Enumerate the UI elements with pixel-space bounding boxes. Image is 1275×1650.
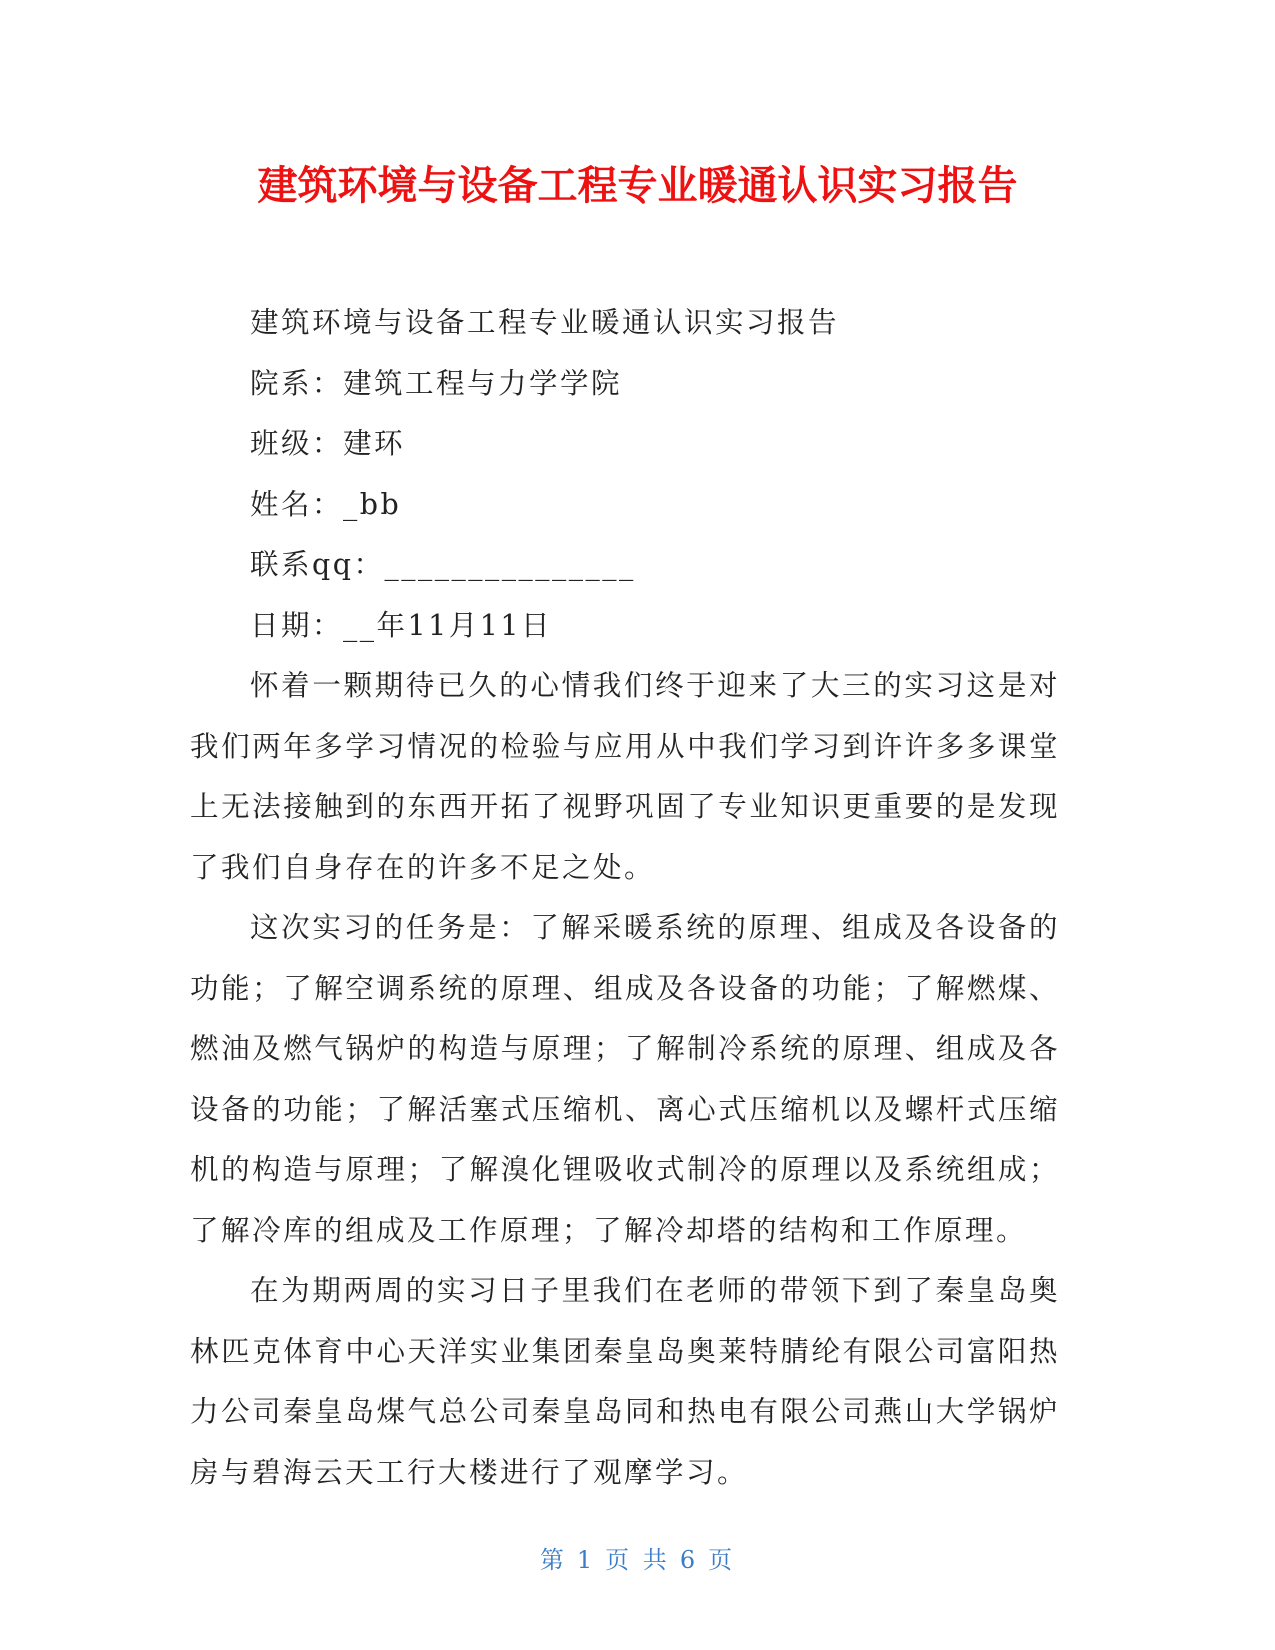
header-line-report-title: 建筑环境与设备工程专业暖通认识实习报告 <box>250 306 840 339</box>
paragraph-intro: 怀着一颗期待已久的心情我们终于迎来了大三的实习这是对我们两年多学习情况的检验与应用从中我们学习到许许多多课堂上无法接触到的东西开拓了视野巩固了专业知识更重要的是发现了我们自身存在的许多不足之处。 <box>190 669 1060 884</box>
header-line-contact-qq: 联系qq：_______________ <box>250 548 636 581</box>
header-line-class: 班级：建环 <box>250 427 406 460</box>
footer-current-page: 1 <box>576 1546 596 1574</box>
paragraph-visits: 在为期两周的实习日子里我们在老师的带领下到了秦皇岛奥林匹克体育中心天洋实业集团秦皇岛奥莱特腈纶有限公司富阳热力公司秦皇岛煤气总公司秦皇岛同和热电有限公司燕山大学锅炉房与碧海云天工行大楼进行了观摩学习。 <box>190 1274 1060 1489</box>
footer-middle: 页 共 <box>605 1546 670 1574</box>
header-line-name: 姓名：_bb <box>250 487 402 521</box>
page-footer <box>0 1540 1275 1575</box>
document-body <box>190 293 1060 1503</box>
header-line-date: 日期：__年11月11日 <box>250 608 553 642</box>
document-title: 建筑环境与设备工程专业暖通认识实习报告 <box>257 163 1018 209</box>
footer-prefix: 第 <box>539 1546 567 1574</box>
footer-suffix: 页 <box>708 1546 736 1574</box>
footer-total-pages: 6 <box>679 1546 699 1574</box>
header-line-department: 院系：建筑工程与力学学院 <box>250 366 623 400</box>
paragraph-tasks: 这次实习的任务是：了解采暖系统的原理、组成及各设备的功能；了解空调系统的原理、组成及各设备的功能；了解燃煤、燃油及燃气锅炉的构造与原理；了解制冷系统的原理、组成及各设备的功能；了解活塞式压缩机、离心式压缩机以及螺杆式压缩机的构造与原理；了解溴化锂吸收式制冷的原理以及系统组成；了解冷库的组成及工作原理；了解冷却塔的结构和工作原理。 <box>190 911 1060 1247</box>
